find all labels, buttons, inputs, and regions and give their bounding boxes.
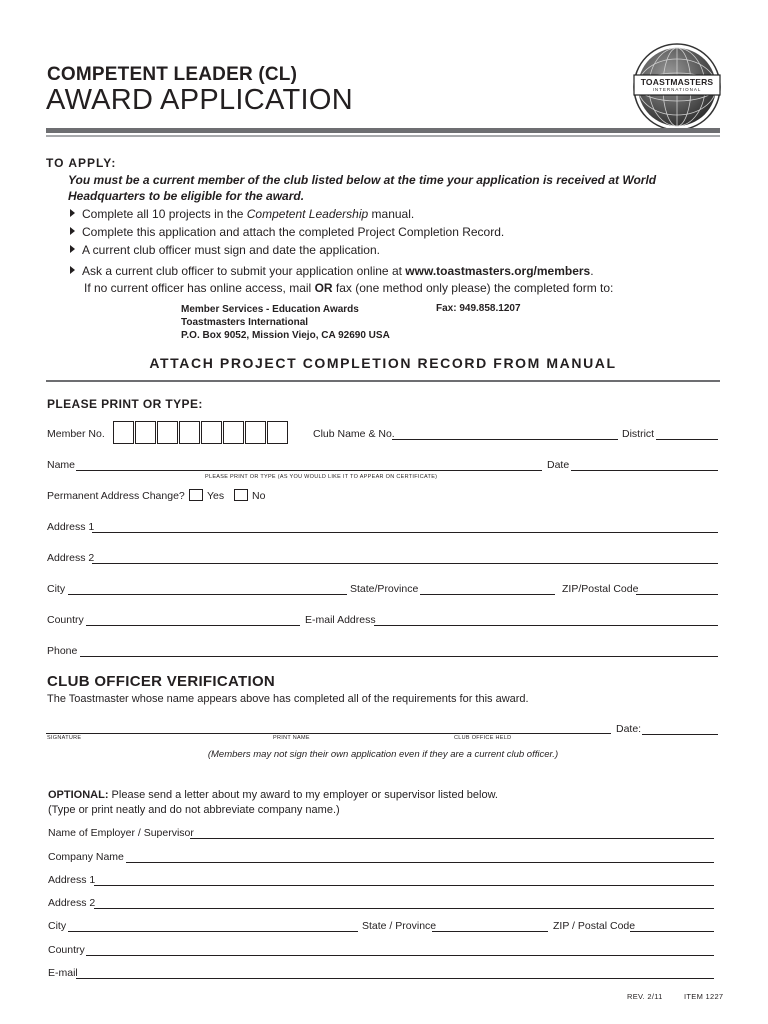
signature-caption: SIGNATURE bbox=[47, 735, 82, 741]
optional-text: OPTIONAL: Please send a letter about my award to my employer or supervisor listed below. (Type or print neatly and do not abbreviate company name.) bbox=[48, 789, 498, 816]
form-title-line2: AWARD APPLICATION bbox=[46, 84, 353, 116]
club-name-label: Club Name & No. bbox=[313, 428, 395, 440]
email-label: E-mail Address bbox=[305, 614, 376, 626]
company-field[interactable] bbox=[126, 862, 714, 863]
employer-field[interactable] bbox=[190, 838, 714, 839]
employer-label: Name of Employer / Supervisor bbox=[48, 827, 194, 839]
member-no-digit[interactable] bbox=[223, 421, 244, 444]
name-field[interactable] bbox=[76, 470, 542, 471]
yes-label: Yes bbox=[207, 490, 225, 502]
member-no-label: Member No. bbox=[47, 428, 105, 440]
revision-number: REV. 2/11 bbox=[627, 992, 663, 1001]
fax-number: Fax: 949.858.1207 bbox=[436, 303, 521, 314]
signature-field[interactable] bbox=[46, 733, 611, 734]
date-field[interactable] bbox=[571, 470, 718, 471]
country-label: Country bbox=[47, 614, 84, 626]
yes-checkbox[interactable] bbox=[189, 489, 203, 501]
bullet-icon bbox=[70, 266, 75, 274]
attach-heading: ATTACH PROJECT COMPLETION RECORD FROM MANUAL bbox=[149, 355, 617, 371]
member-no-digit[interactable] bbox=[113, 421, 134, 444]
company-label: Company Name bbox=[48, 851, 124, 863]
member-no-boxes bbox=[113, 421, 288, 444]
city-field[interactable] bbox=[68, 594, 347, 595]
opt-country-label: Country bbox=[48, 944, 85, 956]
opt-country-field[interactable] bbox=[86, 955, 714, 956]
no-label: No bbox=[252, 490, 266, 502]
opt-email-field[interactable] bbox=[76, 978, 714, 979]
country-field[interactable] bbox=[86, 625, 300, 626]
member-no-digit[interactable] bbox=[157, 421, 178, 444]
opt-zip-field[interactable] bbox=[630, 931, 714, 932]
district-label: District bbox=[622, 428, 655, 440]
mail-fax-instruction: If no current officer has online access, mail OR fax (one method only please) the completed form to: bbox=[84, 281, 614, 295]
opt-zip-label: ZIP / Postal Code bbox=[553, 920, 636, 932]
bullet-icon bbox=[70, 245, 75, 253]
date-label: Date bbox=[547, 459, 570, 471]
logo-subtext: INTERNATIONAL bbox=[652, 87, 702, 92]
officer-note: (Members may not sign their own application even if they are a current club officer.) bbox=[207, 749, 559, 760]
instruction-bullet-4: Ask a current club officer to submit your application online at www.toastmasters.org/members. bbox=[70, 264, 594, 279]
club-name-field[interactable] bbox=[392, 439, 618, 440]
name-label: Name bbox=[47, 459, 76, 471]
logo-text: TOASTMASTERS bbox=[640, 77, 714, 87]
bullet-icon bbox=[70, 227, 75, 235]
perm-address-label: Permanent Address Change? bbox=[47, 490, 185, 502]
item-number: ITEM 1227 bbox=[684, 992, 724, 1001]
zip-field[interactable] bbox=[636, 594, 718, 595]
header-rule-thin bbox=[46, 135, 720, 137]
members-link[interactable]: www.toastmasters.org/members bbox=[405, 264, 591, 278]
toastmasters-logo bbox=[632, 42, 722, 132]
district-field[interactable] bbox=[656, 439, 718, 440]
opt-address2-label: Address 2 bbox=[48, 897, 96, 909]
phone-label: Phone bbox=[47, 645, 78, 657]
member-no-digit[interactable] bbox=[245, 421, 266, 444]
email-field[interactable] bbox=[374, 625, 718, 626]
opt-address1-label: Address 1 bbox=[48, 874, 96, 886]
section-rule bbox=[46, 380, 720, 382]
phone-field[interactable] bbox=[80, 656, 718, 657]
opt-city-field[interactable] bbox=[68, 931, 358, 932]
officer-date-label: Date: bbox=[616, 723, 642, 735]
zip-label: ZIP/Postal Code bbox=[562, 583, 639, 595]
bullet-icon bbox=[70, 209, 75, 217]
to-apply-heading: TO APPLY: bbox=[46, 156, 117, 170]
officer-date-field[interactable] bbox=[642, 734, 718, 735]
opt-city-label: City bbox=[48, 920, 67, 932]
print-or-type-heading: PLEASE PRINT OR TYPE: bbox=[47, 397, 203, 411]
instruction-bullet-2: Complete this application and attach the completed Project Completion Record. bbox=[70, 225, 504, 240]
mailing-address: Member Services - Education Awards Toastmasters International P.O. Box 9052, Mission Viejo, CA 92690 USA bbox=[181, 304, 390, 341]
header-rule bbox=[46, 128, 720, 133]
member-no-digit[interactable] bbox=[135, 421, 156, 444]
address1-field[interactable] bbox=[92, 532, 718, 533]
no-checkbox[interactable] bbox=[234, 489, 248, 501]
address2-label: Address 2 bbox=[47, 552, 95, 564]
opt-email-label: E-mail bbox=[48, 967, 78, 979]
city-label: City bbox=[47, 583, 66, 595]
club-office-caption: CLUB OFFICE HELD bbox=[454, 735, 512, 741]
member-no-digit[interactable] bbox=[267, 421, 288, 444]
instruction-bullet-3: A current club officer must sign and date the application. bbox=[70, 243, 380, 258]
address1-label: Address 1 bbox=[47, 521, 95, 533]
name-hint: PLEASE PRINT OR TYPE (AS YOU WOULD LIKE IT TO APPEAR ON CERTIFICATE) bbox=[205, 474, 438, 480]
opt-state-label: State / Province bbox=[362, 920, 437, 932]
member-no-digit[interactable] bbox=[179, 421, 200, 444]
print-name-caption: PRINT NAME bbox=[273, 735, 310, 741]
opt-state-field[interactable] bbox=[432, 931, 548, 932]
address2-field[interactable] bbox=[92, 563, 718, 564]
instruction-bullet-1: Complete all 10 projects in the Competent Leadership manual. bbox=[70, 207, 414, 222]
member-no-digit[interactable] bbox=[201, 421, 222, 444]
opt-address2-field[interactable] bbox=[94, 908, 714, 909]
opt-address1-field[interactable] bbox=[94, 885, 714, 886]
officer-statement: The Toastmaster whose name appears above has completed all of the requirements for this award. bbox=[47, 693, 529, 705]
officer-heading: CLUB OFFICER VERIFICATION bbox=[47, 673, 276, 690]
eligibility-text: You must be a current member of the club listed below at the time your application is received at World Headquarters to be eligible for the award. bbox=[68, 173, 657, 203]
form-title-line1: COMPETENT LEADER (CL) bbox=[47, 64, 298, 85]
state-label: State/Province bbox=[350, 583, 419, 595]
state-field[interactable] bbox=[420, 594, 555, 595]
